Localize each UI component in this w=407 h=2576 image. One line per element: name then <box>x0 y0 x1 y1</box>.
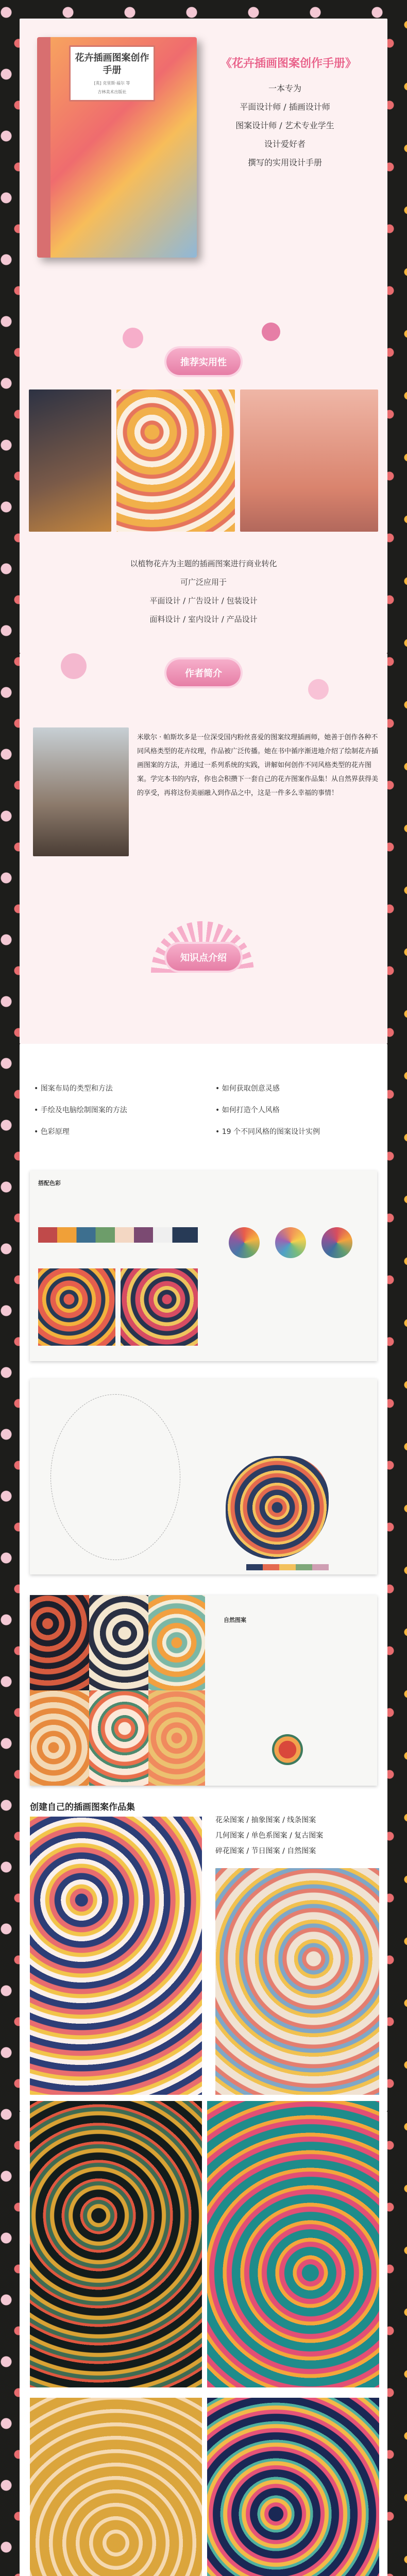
knowledge-item: • 色彩原理 <box>34 1128 70 1136</box>
portfolio-pattern-4 <box>207 2101 379 2387</box>
flower-decoration <box>262 323 280 341</box>
section-label-text: 推荐实用性 <box>180 357 227 368</box>
intro-line: 平面设计师 / 插画设计师 <box>240 102 330 112</box>
section-label-recommend <box>166 348 241 375</box>
knowledge-item: • 19 个不同风格的图案设计实例 <box>215 1128 320 1136</box>
recommend-line: 面料设计 / 室内设计 / 产品设计 <box>149 615 258 624</box>
pattern-thumb <box>30 1690 89 1786</box>
knowledge-item: • 如何获取创意灵感 <box>215 1084 280 1093</box>
book-author: [英] 克里斯·福尔 等 <box>94 80 130 86</box>
spread-color <box>30 1171 377 1361</box>
author-photo <box>33 727 129 856</box>
book-cover <box>50 37 197 258</box>
portfolio-line: 几何图案 / 单色系图案 / 复古图案 <box>215 1832 324 1840</box>
knowledge-left <box>34 1078 204 1143</box>
book-subtitle-heading: 《花卉插画图案创作手册》 <box>220 57 357 70</box>
section-label-knowledge <box>166 944 241 971</box>
sketch-line-art <box>50 1394 180 1560</box>
flower-decoration <box>61 653 87 679</box>
intro-line: 设计爱好者 <box>264 139 306 149</box>
intro-list <box>205 79 365 172</box>
intro-line: 撰写的实用设计手册 <box>247 158 322 167</box>
photo-embroidered-blouse <box>29 389 111 532</box>
book-image <box>37 37 197 258</box>
knowledge-item: • 如何打造个人风格 <box>215 1106 280 1114</box>
pattern-thumb <box>89 1690 148 1786</box>
portfolio-line: 花朵图案 / 抽象图案 / 线条图案 <box>215 1816 316 1824</box>
knowledge-right <box>215 1078 380 1143</box>
flower-decoration <box>123 328 143 348</box>
portfolio-heading: 创建自己的插画图案作品集 <box>30 1802 135 1812</box>
knowledge-item: • 手绘及电脑绘制图案的方法 <box>34 1106 127 1114</box>
small-motif <box>272 1734 303 1765</box>
pattern-thumb <box>38 1268 115 1346</box>
book-spine <box>37 37 50 258</box>
color-wheel <box>229 1227 260 1258</box>
section-label-author <box>166 659 241 686</box>
color-wheel <box>321 1227 352 1258</box>
section-label-text: 知识点介绍 <box>180 953 227 963</box>
photo-floral-pattern <box>116 389 235 532</box>
intro-line: 图案设计师 / 艺术专业学生 <box>235 121 334 130</box>
spread-heading: 自然图案 <box>224 1617 246 1623</box>
recommend-line: 平面设计 / 广告设计 / 包装设计 <box>149 596 258 605</box>
portfolio-card <box>20 2111 387 2576</box>
palette-strip <box>246 1564 329 1570</box>
pattern-thumb <box>148 1595 205 1690</box>
portfolio-line: 碎花图案 / 节日图案 / 自然图案 <box>215 1847 316 1855</box>
pattern-thumb <box>89 1595 148 1690</box>
pattern-thumb <box>148 1690 205 1786</box>
main-content <box>20 0 387 2576</box>
author-card <box>20 653 387 1044</box>
portfolio-pattern-2 <box>215 1868 379 2095</box>
intro-line: 一本专为 <box>268 83 301 93</box>
cover-card <box>20 19 387 653</box>
spread-heading: 搭配色彩 <box>38 1180 61 1187</box>
portfolio-pattern-1 <box>30 1817 202 2095</box>
recommend-text <box>20 554 387 629</box>
swatch-row <box>38 1227 198 1243</box>
portfolio-pattern-5 <box>30 2398 202 2576</box>
knowledge-item: • 图案布局的类型和方法 <box>34 1084 113 1093</box>
book-publisher: 吉林美术出版社 <box>97 89 127 94</box>
pattern-thumb <box>121 1268 198 1346</box>
spread-sketch <box>30 1379 377 1574</box>
photo-interior-wallpaper <box>240 389 378 532</box>
portfolio-pattern-6 <box>207 2398 379 2576</box>
author-text: 米歇尔 · 帕斯坎多是一位深受国内粉丝喜爱的图案纹理插画师，她善于创作各种不同风格类型的花卉纹理，作品被广泛传播。她在书中循序渐进地介绍了绘制花卉插画图案的方法，并通过一系列系统的实践，讲解如何创作不同风格类型的花卉图案。学完本书的内容，你也会积攒下一套自己的花卉图案作品集！从自然界获得美的享受，再将这份美丽融入到作品之中，这是一件多么幸福的事情！ <box>137 734 379 797</box>
floral-motif <box>226 1456 329 1559</box>
section-label-text: 作者简介 <box>185 668 222 679</box>
recommend-line: 可广泛应用于 <box>180 578 227 587</box>
portfolio-pattern-3 <box>30 2101 202 2387</box>
portfolio-right-text <box>215 1812 375 1859</box>
color-wheel <box>275 1227 306 1258</box>
book-title: 花卉插画图案创作手册 <box>75 53 149 76</box>
pattern-thumb <box>30 1595 89 1690</box>
recommend-line: 以植物花卉为主题的插画图案进行商业转化 <box>130 559 277 568</box>
book-title-box <box>69 45 155 101</box>
flower-decoration <box>308 679 329 700</box>
knowledge-card <box>20 1044 387 2111</box>
spread-nature <box>30 1595 377 1786</box>
